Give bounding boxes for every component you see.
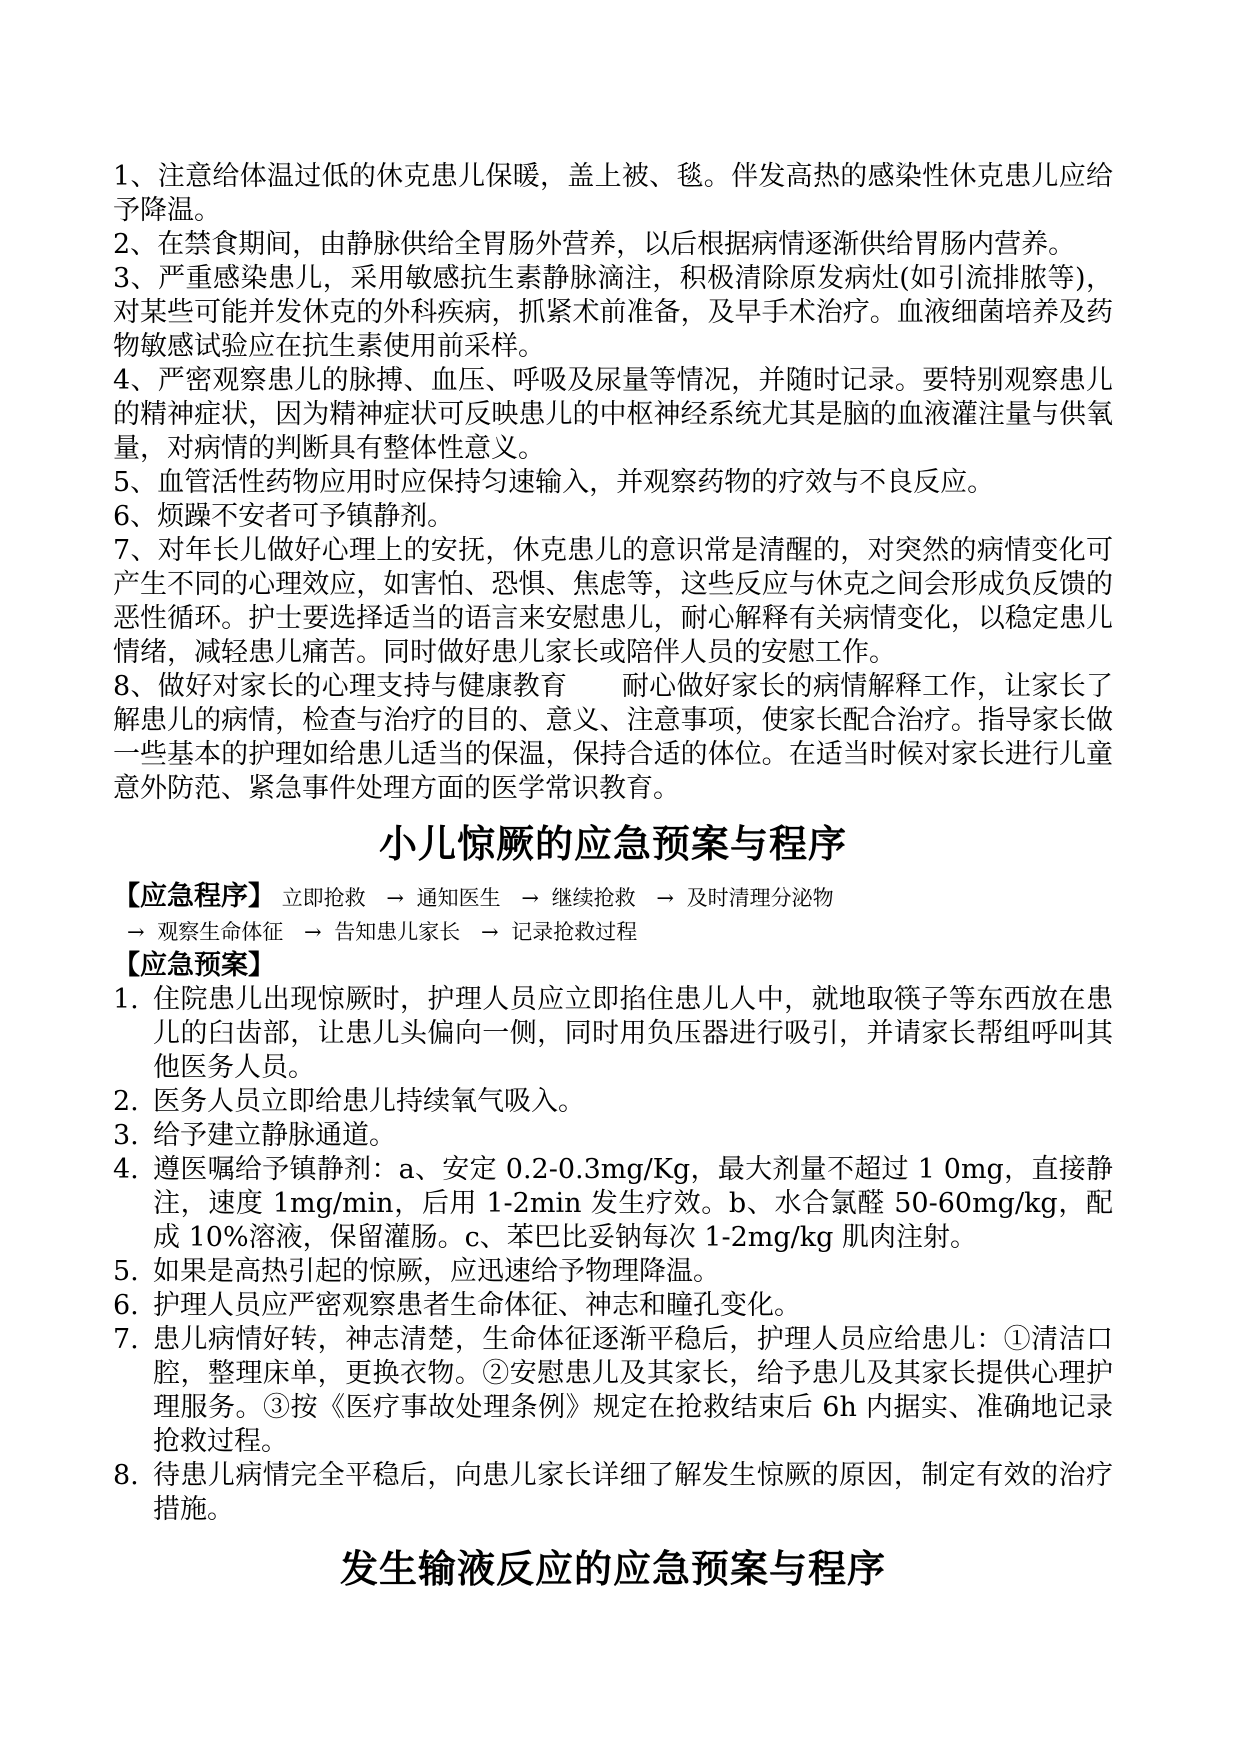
intro-item-6: 6、烦躁不安者可予镇静剂。 (113, 501, 455, 532)
list-item-text: 待患儿病情完全平稳后，向患儿家长详细了解发生惊厥的原因，制定有效的治疗措施。 (153, 1460, 1113, 1525)
procedure-step: 及时清理分泌物 (686, 886, 834, 910)
list-item (113, 1255, 1113, 1289)
intro-item-3: 3、严重感染患儿，采用敏感抗生素静脉滴注，积极清除原发病灶(如引流排脓等)，对某些可能并发休克的外科疾病，抓紧术前准备，及早手术治疗。血液细菌培养及药物敏感试验应在抗生素使用前采样。 (113, 263, 1113, 362)
plan-label: 【应急预案】 (113, 950, 275, 981)
list-item-text: 如果是高热引起的惊厥，应迅速给予物理降温。 (153, 1256, 720, 1287)
list-item-text: 住院患儿出现惊厥时，护理人员应立即掐住患儿人中，就地取筷子等东西放在患儿的臼齿部，让患儿头偏向一侧，同时用负压器进行吸引，并请家长帮组呼叫其他医务人员。 (153, 984, 1113, 1083)
emergency-plan-list (113, 983, 1113, 1527)
list-item-text: 遵医嘱给予镇静剂：a、安定 0.2-0.3mg/Kg，最大剂量不超过 1 0mg，直接静注，速度 1mg/min，后用 1-2min 发生疗效。b、水合氯醛 50-60mg/kg，配成 10%溶液，保留灌肠。c、苯巴比妥钠每次 1-2mg/kg 肌肉注射。 (153, 1154, 1113, 1253)
list-item (113, 1119, 1113, 1153)
arrow-icon: → (127, 920, 145, 944)
intro-item-8: 8、做好对家长的心理支持与健康教育 耐心做好家长的病情解释工作，让家长了解患儿的病情，检查与治疗的目的、意义、注意事项，使家长配合治疗。指导家长做一些基本的护理如给患儿适当的保温，保持合适的体位。在适当时候对家长进行儿童意外防范、紧急事件处理方面的医学常识教育。 (113, 671, 1113, 804)
arrow-icon: → (303, 920, 322, 944)
document-body (113, 160, 1113, 1605)
procedure-line-2 (113, 915, 1113, 949)
list-item-number: 4. (113, 1154, 139, 1185)
list-item-text: 护理人员应严密观察患者生命体征、神志和瞳孔变化。 (153, 1290, 801, 1321)
list-item (113, 1153, 1113, 1255)
arrow-icon: → (480, 920, 499, 944)
intro-item-7: 7、对年长儿做好心理上的安抚，休克患儿的意识常是清醒的，对突然的病情变化可产生不同的心理效应，如害怕、恐惧、焦虑等，这些反应与休克之间会形成负反馈的恶性循环。护士要选择适当的语言来安慰患儿，耐心解释有关病情变化，以稳定患儿情绪，减轻患儿痛苦。同时做好患儿家长或陪伴人员的安慰工作。 (113, 535, 1113, 668)
list-item (113, 1459, 1113, 1527)
procedure-step: 继续抢救 (551, 886, 636, 910)
emergency-procedure (113, 880, 1113, 949)
list-item-number: 2. (113, 1086, 139, 1117)
arrow-icon: → (386, 886, 404, 910)
intro-list (113, 160, 1113, 806)
list-item-number: 1. (113, 984, 139, 1015)
list-item-number: 8. (113, 1460, 139, 1491)
procedure-label: 【应急程序】 (113, 881, 275, 912)
list-item-number: 7. (113, 1324, 139, 1355)
intro-item-5: 5、血管活性药物应用时应保持匀速输入，并观察药物的疗效与不良反应。 (113, 467, 995, 498)
procedure-step: 立即抢救 (281, 886, 366, 910)
arrow-icon: → (521, 886, 539, 910)
list-item (113, 1085, 1113, 1119)
section-heading-seizure: 小儿惊厥的应急预案与程序 (378, 822, 847, 866)
list-item (113, 1323, 1113, 1459)
list-item-number: 5. (113, 1256, 139, 1287)
list-item-text: 给予建立静脉通道。 (153, 1120, 396, 1151)
list-item-number: 3. (113, 1120, 139, 1151)
intro-item-2: 2、在禁食期间，由静脉供给全胃肠外营养，以后根据病情逐渐供给胃肠内营养。 (113, 229, 1076, 260)
procedure-step: 观察生命体征 (157, 920, 284, 944)
intro-item-4: 4、严密观察患儿的脉搏、血压、呼吸及尿量等情况，并随时记录。要特别观察患儿的精神症状，因为精神症状可反映患儿的中枢神经系统尤其是脑的血液灌注量与供氧量，对病情的判断具有整体性意义。 (113, 365, 1113, 464)
procedure-step: 通知医生 (416, 886, 501, 910)
list-item (113, 983, 1113, 1085)
procedure-step: 记录抢救过程 (511, 920, 638, 944)
list-item-text: 患儿病情好转，神志清楚，生命体征逐渐平稳后，护理人员应给患儿：①清洁口腔，整理床单，更换衣物。②安慰患儿及其家长，给予患儿及其家长提供心理护理服务。③按《医疗事故处理条例》规定在抢救结束后 6h 内据实、准确地记录抢救过程。 (153, 1324, 1113, 1457)
list-item (113, 1289, 1113, 1323)
list-item-number: 6. (113, 1290, 139, 1321)
section-heading-infusion-reaction: 发生输液反应的应急预案与程序 (339, 1547, 886, 1591)
procedure-step: 告知患儿家长 (334, 920, 461, 944)
intro-item-1: 1、注意给体温过低的休克患儿保暖，盖上被、毯。伴发高热的感染性休克患儿应给予降温。 (113, 161, 1113, 226)
arrow-icon: → (656, 886, 674, 910)
procedure-line-1 (113, 880, 1113, 915)
list-item-text: 医务人员立即给患儿持续氧气吸入。 (153, 1086, 585, 1117)
